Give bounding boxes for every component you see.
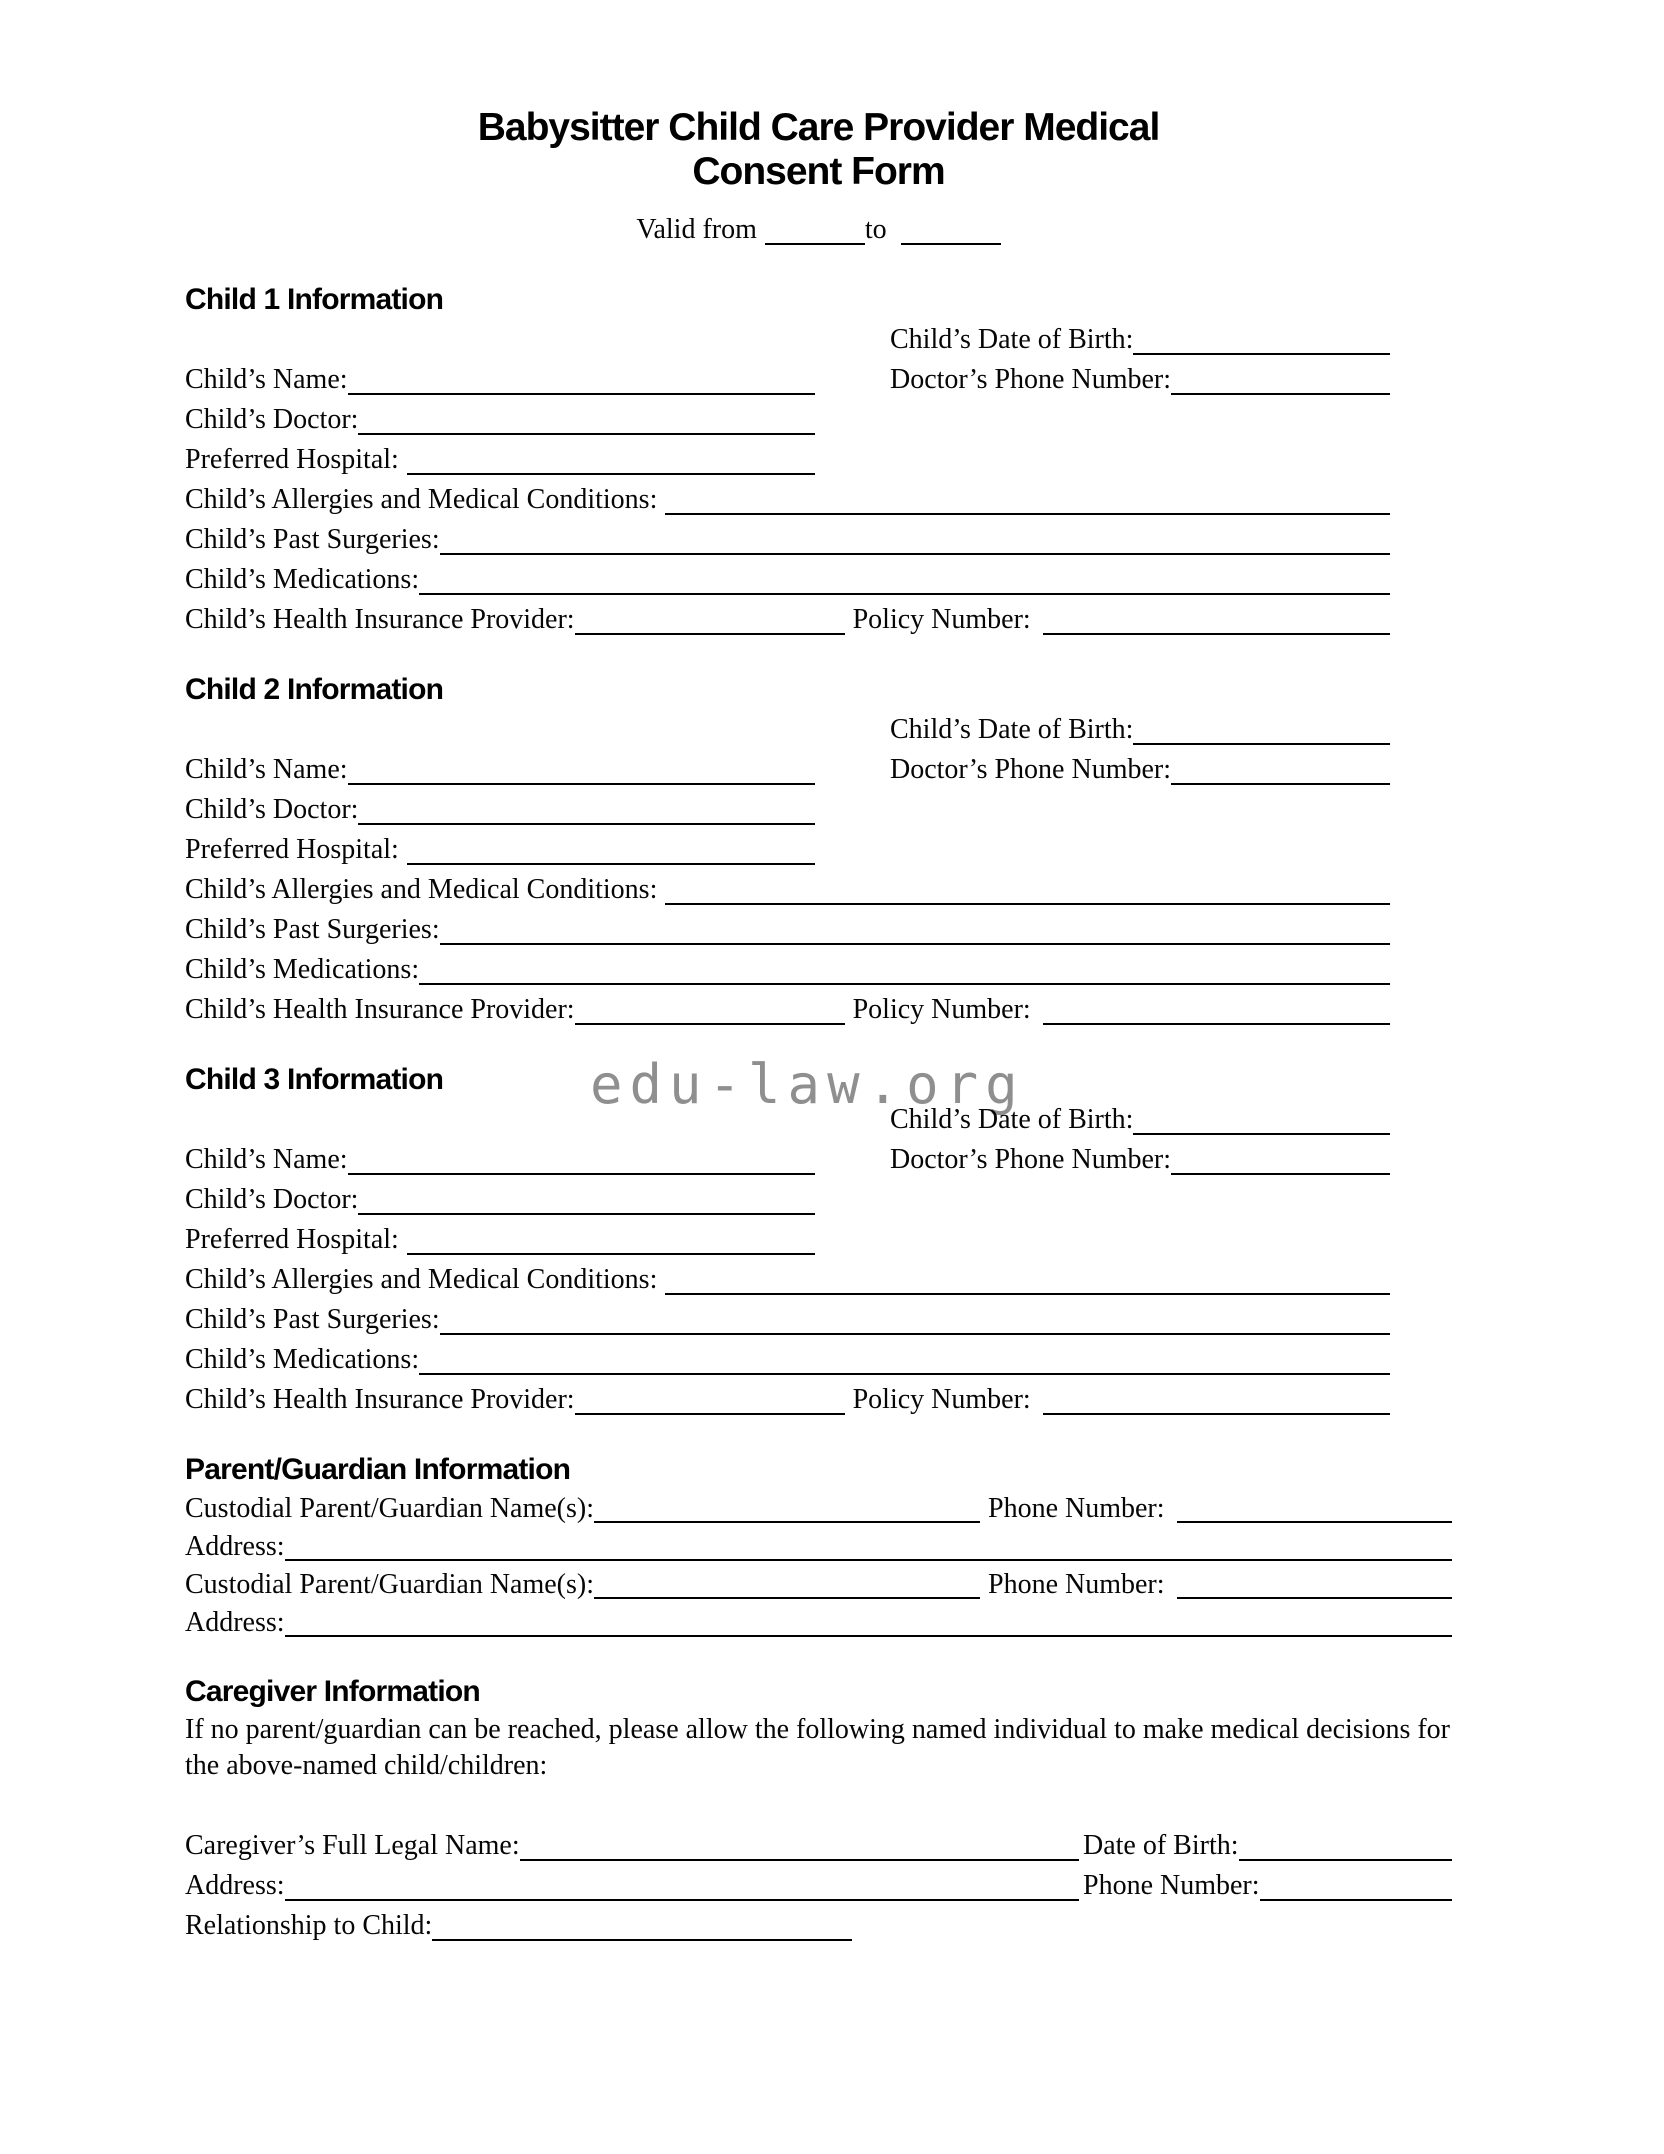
child-1-name-blank[interactable]	[348, 381, 815, 395]
child-2-hospital-label: Preferred Hospital:	[185, 834, 399, 865]
caregiver-relationship-row	[185, 1906, 1452, 1946]
child-3-doctor-phone-label: Doctor’s Phone Number:	[890, 1144, 1171, 1175]
child-2-dob-cell	[890, 710, 1390, 750]
child-2-allergies-blank[interactable]	[665, 891, 1390, 905]
child-2-section	[185, 670, 1452, 1030]
child-1-dob-label: Child’s Date of Birth:	[890, 324, 1134, 355]
child-2-doctor-phone-label: Doctor’s Phone Number:	[890, 754, 1171, 785]
child-2-medications-row	[185, 950, 1390, 990]
child-1-policy-label: Policy Number:	[852, 604, 1031, 635]
child-3-allergies-label: Child’s Allergies and Medical Conditions:	[185, 1264, 658, 1295]
parent-2-address-blank[interactable]	[285, 1623, 1452, 1637]
caregiver-address-cell	[185, 1866, 1079, 1906]
child-2-name-cell	[185, 750, 890, 790]
caregiver-dob-blank[interactable]	[1239, 1847, 1452, 1861]
child-2-policy-label: Policy Number:	[852, 994, 1031, 1025]
child-3-medications-label: Child’s Medications:	[185, 1344, 420, 1375]
parent-1-name-label: Custodial Parent/Guardian Name(s):	[185, 1493, 595, 1524]
child-3-surgeries-row	[185, 1300, 1390, 1340]
child-2-doctor-cell	[185, 790, 890, 830]
child-3-allergies-row	[185, 1260, 1390, 1300]
caregiver-address-label: Address:	[185, 1870, 285, 1901]
child-2-allergies-label: Child’s Allergies and Medical Conditions:	[185, 874, 658, 905]
child-3-doctor-label: Child’s Doctor:	[185, 1184, 359, 1215]
child-1-dob-row	[185, 320, 1390, 360]
child-1-doctor-phone-blank[interactable]	[1171, 381, 1390, 395]
child-3-hospital-cell	[185, 1220, 890, 1260]
child-2-allergies-row	[185, 870, 1390, 910]
child-1-hospital-cell	[185, 440, 890, 480]
child-3-policy-blank[interactable]	[1043, 1401, 1390, 1415]
child-1-doctor-phone-cell	[890, 360, 1390, 400]
caregiver-address-row	[185, 1866, 1452, 1906]
child-1-surgeries-row	[185, 520, 1390, 560]
child-1-insurance-row	[185, 600, 1390, 640]
child-3-name-blank[interactable]	[348, 1161, 815, 1175]
child-3-name-cell	[185, 1140, 890, 1180]
parent-1-name-cell	[185, 1490, 980, 1528]
child-1-hospital-label: Preferred Hospital:	[185, 444, 399, 475]
parent-1-name-row	[185, 1490, 1452, 1528]
child-3-insurance-row	[185, 1380, 1390, 1420]
child-1-heading: Child 1 Information	[185, 283, 444, 316]
child-1-insurance-label: Child’s Health Insurance Provider:	[185, 604, 575, 635]
child-2-insurance-label: Child’s Health Insurance Provider:	[185, 994, 575, 1025]
child-2-medications-label: Child’s Medications:	[185, 954, 420, 985]
parent-1-phone-label: Phone Number:	[988, 1493, 1165, 1524]
parent-1-address-label: Address:	[185, 1531, 285, 1562]
child-2-surgeries-blank[interactable]	[440, 931, 1390, 945]
child-1-name-row	[185, 360, 1390, 400]
caregiver-name-blank[interactable]	[520, 1847, 1079, 1861]
parent-guardian-section	[185, 1450, 1452, 1642]
child-3-section	[185, 1053, 1452, 1420]
child-1-surgeries-label: Child’s Past Surgeries:	[185, 524, 440, 555]
child-1-doctor-blank[interactable]	[358, 421, 815, 435]
child-1-allergies-row	[185, 480, 1390, 520]
parent-2-address-row	[185, 1604, 1452, 1642]
child-3-dob-cell	[890, 1100, 1390, 1140]
child-1-surgeries-blank[interactable]	[440, 541, 1390, 555]
child-3-dob-blank[interactable]	[1133, 1121, 1390, 1135]
child-1-insurance-blank[interactable]	[575, 621, 845, 635]
child-2-name-blank[interactable]	[348, 771, 815, 785]
child-3-surgeries-blank[interactable]	[440, 1321, 1390, 1335]
child-2-surgeries-label: Child’s Past Surgeries:	[185, 914, 440, 945]
caregiver-heading: Caregiver Information	[185, 1675, 480, 1708]
child-2-medications-blank[interactable]	[419, 971, 1390, 985]
form-title-line-2: Consent Form	[692, 150, 945, 193]
parent-2-name-row	[185, 1566, 1452, 1604]
parent-2-phone-label: Phone Number:	[988, 1569, 1165, 1600]
watermark: edu-law.org	[590, 1053, 1025, 1116]
caregiver-dob-label: Date of Birth:	[1083, 1830, 1239, 1861]
form-content	[185, 106, 1452, 1946]
child-1-name-label: Child’s Name:	[185, 364, 348, 395]
form-title	[185, 106, 1452, 194]
child-3-doctor-cell	[185, 1180, 890, 1220]
parent-1-address-blank[interactable]	[285, 1547, 1452, 1561]
child-1-name-cell	[185, 360, 890, 400]
valid-from-label: Valid from	[636, 214, 757, 245]
child-3-name-row	[185, 1140, 1390, 1180]
child-3-doctor-phone-cell	[890, 1140, 1390, 1180]
caregiver-phone-blank[interactable]	[1260, 1887, 1452, 1901]
caregiver-address-blank[interactable]	[285, 1887, 1079, 1901]
child-3-medications-row	[185, 1340, 1390, 1380]
child-3-doctor-blank[interactable]	[358, 1201, 815, 1215]
child-3-heading: Child 3 Information	[185, 1063, 444, 1096]
child-1-medications-blank[interactable]	[419, 581, 1390, 595]
child-3-doctor-row	[185, 1180, 1390, 1220]
child-2-doctor-phone-cell	[890, 750, 1390, 790]
parent-2-name-blank[interactable]	[594, 1585, 980, 1599]
valid-to-label: to	[864, 214, 887, 245]
child-1-section	[185, 280, 1452, 640]
child-2-hospital-blank[interactable]	[407, 851, 815, 865]
caregiver-fields	[185, 1826, 1452, 1946]
child-1-doctor-cell	[185, 400, 890, 440]
child-1-medications-label: Child’s Medications:	[185, 564, 420, 595]
parent-2-address-label: Address:	[185, 1607, 285, 1638]
child-2-hospital-cell	[185, 830, 890, 870]
child-2-doctor-row	[185, 790, 1390, 830]
child-3-dob-row	[185, 1100, 1390, 1140]
valid-to-blank[interactable]	[901, 231, 1001, 245]
caregiver-section	[185, 1672, 1452, 1946]
child-1-doctor-row	[185, 400, 1390, 440]
caregiver-name-row	[185, 1826, 1452, 1866]
parent-2-name-cell	[185, 1566, 980, 1604]
caregiver-relationship-blank[interactable]	[432, 1927, 852, 1941]
child-2-insurance-row	[185, 990, 1390, 1030]
child-3-medications-blank[interactable]	[419, 1361, 1390, 1375]
child-2-dob-blank[interactable]	[1133, 731, 1390, 745]
form-title-line-1: Babysitter Child Care Provider Medical	[477, 106, 1160, 149]
child-2-dob-row	[185, 710, 1390, 750]
child-2-policy-blank[interactable]	[1043, 1011, 1390, 1025]
child-2-doctor-label: Child’s Doctor:	[185, 794, 359, 825]
child-1-dob-cell	[890, 320, 1390, 360]
child-2-hospital-row	[185, 830, 1390, 870]
child-2-insurance-blank[interactable]	[575, 1011, 845, 1025]
child-3-allergies-blank[interactable]	[665, 1281, 1390, 1295]
child-2-doctor-phone-blank[interactable]	[1171, 771, 1390, 785]
caregiver-phone-label: Phone Number:	[1083, 1870, 1260, 1901]
child-1-doctor-label: Child’s Doctor:	[185, 404, 359, 435]
valid-from-blank[interactable]	[765, 231, 865, 245]
child-3-dob-label: Child’s Date of Birth:	[890, 1104, 1134, 1135]
caregiver-name-cell	[185, 1826, 1079, 1866]
caregiver-intro: If no parent/guardian can be reached, please allow the following named individual to make medical decisions for the above-named child/children:	[185, 1714, 1450, 1781]
child-2-name-row	[185, 750, 1390, 790]
child-1-hospital-row	[185, 440, 1390, 480]
child-3-doctor-phone-blank[interactable]	[1171, 1161, 1390, 1175]
validity-row	[185, 210, 1452, 250]
child-3-surgeries-label: Child’s Past Surgeries:	[185, 1304, 440, 1335]
child-1-medications-row	[185, 560, 1390, 600]
parent-1-phone-blank[interactable]	[1177, 1509, 1452, 1523]
child-1-dob-blank[interactable]	[1133, 341, 1390, 355]
child-3-hospital-row	[185, 1220, 1390, 1260]
child-2-dob-label: Child’s Date of Birth:	[890, 714, 1134, 745]
child-2-heading: Child 2 Information	[185, 673, 444, 706]
child-1-allergies-blank[interactable]	[665, 501, 1390, 515]
child-1-policy-blank[interactable]	[1043, 621, 1390, 635]
child-2-name-label: Child’s Name:	[185, 754, 348, 785]
child-3-insurance-blank[interactable]	[575, 1401, 845, 1415]
parent-guardian-heading: Parent/Guardian Information	[185, 1453, 571, 1486]
child-3-name-label: Child’s Name:	[185, 1144, 348, 1175]
child-3-insurance-label: Child’s Health Insurance Provider:	[185, 1384, 575, 1415]
parent-1-address-row	[185, 1528, 1452, 1566]
parent-2-name-label: Custodial Parent/Guardian Name(s):	[185, 1569, 595, 1600]
parent-2-phone-blank[interactable]	[1177, 1585, 1452, 1599]
parent-1-name-blank[interactable]	[594, 1509, 980, 1523]
caregiver-name-label: Caregiver’s Full Legal Name:	[185, 1830, 520, 1861]
child-2-surgeries-row	[185, 910, 1390, 950]
child-1-hospital-blank[interactable]	[407, 461, 815, 475]
child-3-policy-label: Policy Number:	[852, 1384, 1031, 1415]
caregiver-relationship-label: Relationship to Child:	[185, 1910, 433, 1941]
child-2-doctor-blank[interactable]	[358, 811, 815, 825]
child-1-allergies-label: Child’s Allergies and Medical Conditions:	[185, 484, 658, 515]
child-3-hospital-label: Preferred Hospital:	[185, 1224, 399, 1255]
child-1-doctor-phone-label: Doctor’s Phone Number:	[890, 364, 1171, 395]
child-3-hospital-blank[interactable]	[407, 1241, 815, 1255]
